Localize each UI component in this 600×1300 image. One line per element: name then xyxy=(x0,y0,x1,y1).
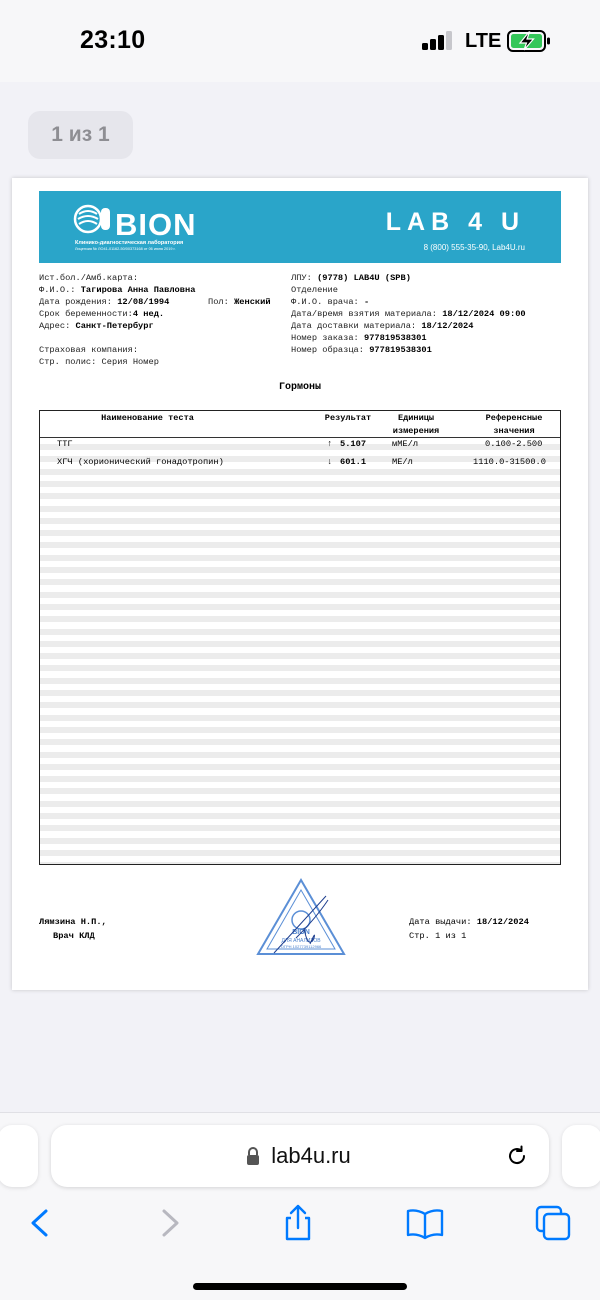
table-stripe xyxy=(40,678,560,684)
card-label: Ист.бол./Амб.карта: xyxy=(39,273,139,283)
table-stripe xyxy=(40,715,560,721)
lab4u-contact: 8 (800) 555-35-90, Lab4U.ru xyxy=(423,243,525,252)
signer-position: Врач КЛД xyxy=(53,931,95,941)
table-stripe xyxy=(40,641,560,647)
issue-date: Дата выдачи: 18/12/2024 xyxy=(409,917,529,927)
patient-fio: Ф.И.О.: Тагирова Анна Павловна xyxy=(39,285,196,295)
row-units: МЕ/л xyxy=(392,457,413,467)
arrow-up-icon: ↑ xyxy=(327,439,333,449)
table-stripe xyxy=(40,567,560,573)
table-stripe xyxy=(40,739,560,745)
policy-label: Стр. полис: Серия Номер xyxy=(39,357,159,367)
results-table xyxy=(39,410,561,865)
row-test: ТТГ xyxy=(57,439,73,449)
sample-taken-info: Дата/время взятия материала: 18/12/2024 09:00 xyxy=(291,309,526,319)
table-stripe xyxy=(40,850,560,856)
table-stripe xyxy=(40,776,560,782)
lab-stamp-icon xyxy=(256,878,346,958)
row-reference: 0.100-2.500 xyxy=(485,439,543,449)
previous-tab-peek[interactable] xyxy=(0,1125,38,1187)
status-time: 23:10 xyxy=(80,26,146,54)
header-ref-2: значения xyxy=(493,426,535,436)
section-title: Гормоны xyxy=(278,382,321,393)
battery-charging-icon xyxy=(507,29,551,53)
table-stripe xyxy=(40,555,560,561)
table-row xyxy=(40,438,560,450)
table-stripe xyxy=(40,838,560,844)
table-header xyxy=(40,411,560,438)
header-units-1: Единицы xyxy=(397,413,435,423)
table-stripe xyxy=(40,727,560,733)
table-stripe xyxy=(40,518,560,524)
next-tab-peek[interactable] xyxy=(562,1125,600,1187)
row-result: 5.107 xyxy=(340,439,367,449)
department-label: Отделение xyxy=(291,285,338,295)
sample-number: Номер образца: 977819538301 xyxy=(291,345,432,355)
pdf-page xyxy=(12,178,588,990)
table-stripe xyxy=(40,813,560,819)
order-number: Номер заказа: 977819538301 xyxy=(291,333,427,343)
arrow-down-icon: ↓ xyxy=(327,457,333,467)
lab-header-banner xyxy=(39,191,561,263)
stamp-brand: BION xyxy=(292,929,310,936)
table-stripe xyxy=(40,629,560,635)
table-stripe xyxy=(40,592,560,598)
cellular-signal-icon xyxy=(422,30,454,50)
delivery-info: Дата доставки материала: 18/12/2024 xyxy=(291,321,474,331)
table-stripe xyxy=(40,616,560,622)
reload-icon[interactable] xyxy=(505,1144,529,1168)
table-stripe xyxy=(40,542,560,548)
url-text: lab4u.ru xyxy=(271,1143,351,1168)
table-stripe xyxy=(40,702,560,708)
stamp-code: ОГРН 1027739112966 xyxy=(280,944,322,949)
doctor-info: Ф.И.О. врача: - xyxy=(291,297,370,307)
row-test: ХГЧ (хорионический гонадотропин) xyxy=(57,457,224,467)
bookmarks-icon[interactable] xyxy=(405,1203,445,1243)
share-icon[interactable] xyxy=(278,1203,318,1243)
table-stripe xyxy=(40,604,560,610)
table-stripe xyxy=(40,690,560,696)
table-stripe xyxy=(40,469,560,475)
insurance-label: Страховая компания: xyxy=(39,345,139,355)
signer-name: Лямзина Н.П., xyxy=(39,917,107,927)
header-test: Наименование теста xyxy=(101,413,194,423)
table-stripe xyxy=(40,653,560,659)
page-indicator: Стр. 1 из 1 xyxy=(409,931,467,941)
table-stripe xyxy=(40,788,560,794)
bion-license: Лицензия № ЛО41-01162-50/00373168 от 06 июня 2019 г. xyxy=(75,247,176,251)
stamp-caption: ДЛЯ АНАЛИЗОВ xyxy=(281,938,321,944)
pregnancy-term: Срок беременности:4 нед. xyxy=(39,309,165,319)
table-stripe xyxy=(40,825,560,831)
table-stripe xyxy=(40,801,560,807)
bion-wordmark: BION xyxy=(115,207,197,242)
table-stripe xyxy=(40,862,560,865)
row-reference: 1110.0-31500.0 xyxy=(473,457,546,467)
row-units: мМЕ/л xyxy=(392,439,419,449)
browser-toolbar xyxy=(0,1112,600,1300)
page-counter: 1 из 1 xyxy=(28,111,133,159)
table-stripe xyxy=(40,752,560,758)
lpu-info: ЛПУ: (9778) LAB4U (SPB) xyxy=(291,273,411,283)
header-ref-1: Референсные xyxy=(485,413,543,423)
row-result: 601.1 xyxy=(340,457,367,467)
table-stripe xyxy=(40,764,560,770)
network-type: LTE xyxy=(465,30,502,52)
status-bar xyxy=(0,0,600,82)
header-units-2: измерения xyxy=(392,426,440,436)
table-stripe xyxy=(40,579,560,585)
patient-birth: Дата рождения: 12/08/1994 xyxy=(39,297,170,307)
bion-logo-icon xyxy=(73,204,111,234)
home-indicator[interactable] xyxy=(193,1283,407,1290)
back-icon[interactable] xyxy=(20,1203,60,1243)
table-stripe xyxy=(40,530,560,536)
table-stripe xyxy=(40,481,560,487)
forward-icon[interactable] xyxy=(150,1203,190,1243)
table-stripe xyxy=(40,506,560,512)
header-result: Результат xyxy=(324,413,372,423)
tabs-icon[interactable] xyxy=(533,1203,573,1243)
patient-sex: Пол: Женский xyxy=(208,297,271,307)
bion-subtitle: Клинико-диагностическая лаборатория xyxy=(75,240,184,246)
table-row xyxy=(40,456,560,468)
address-bar[interactable] xyxy=(51,1125,549,1187)
patient-address: Адрес: Санкт-Петербург xyxy=(39,321,154,331)
lab4u-wordmark: LAB 4 U xyxy=(385,208,525,236)
table-stripe xyxy=(40,493,560,499)
table-stripe xyxy=(40,665,560,671)
